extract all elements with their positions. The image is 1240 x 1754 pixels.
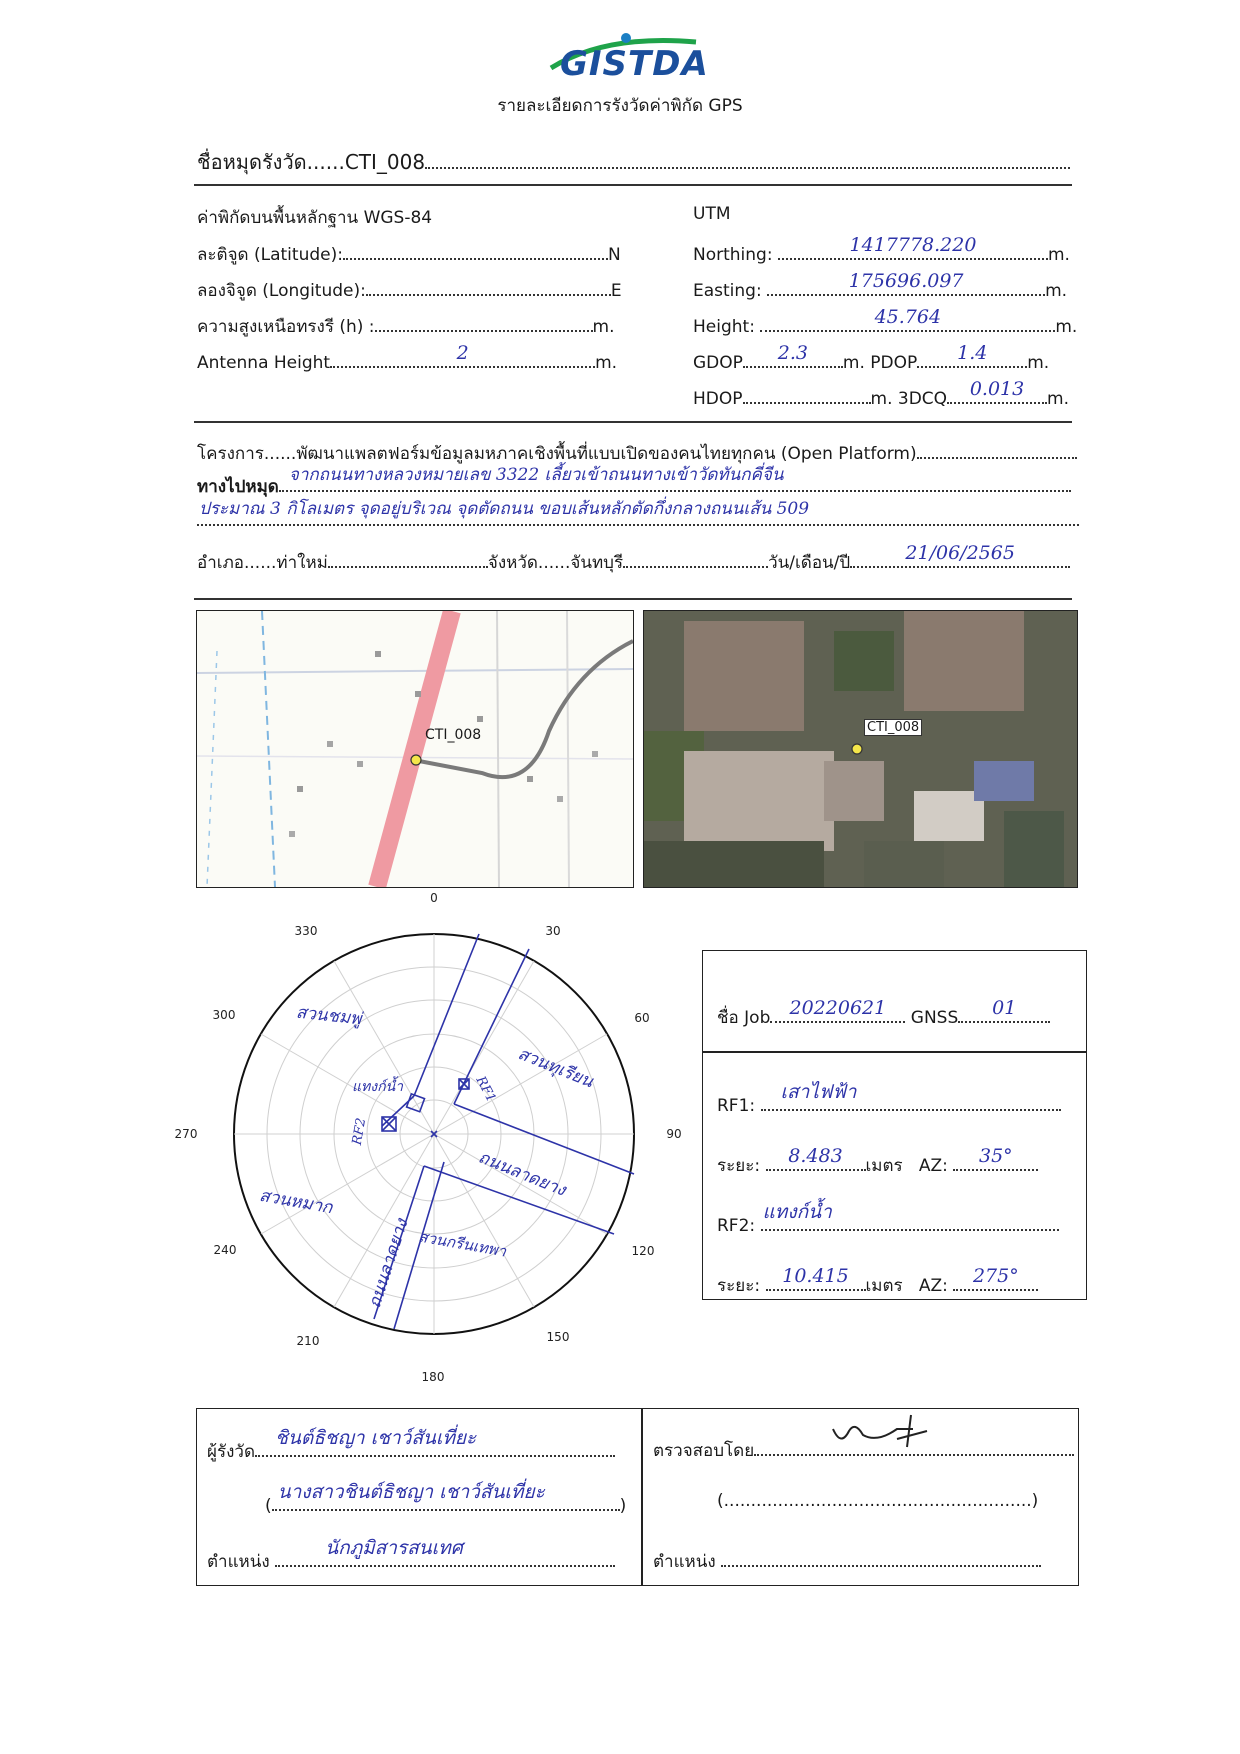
checker-signature xyxy=(827,1409,947,1449)
rf1-distance-row: ระยะ: 8.483 เมตร AZ: 35° xyxy=(717,1151,1038,1179)
hdop-3dcq-row: HDOP m. 3DCQ 0.013 m. xyxy=(693,378,1070,409)
satellite-texture xyxy=(644,611,1077,887)
azimuth-label: 240 xyxy=(213,1243,237,1257)
rf2-distance-row: ระยะ: 10.415 เมตร AZ: 275° xyxy=(717,1271,1038,1299)
signature-box xyxy=(196,1408,1079,1586)
surveyor-fullname-row: ( นางสาวชินต์ธิชญา เชาว์สันเที่ยะ ) xyxy=(265,1481,627,1516)
station-marker xyxy=(411,755,421,765)
page-subtitle: รายละเอียดการรังวัดค่าพิกัด GPS xyxy=(497,96,743,116)
azimuth-label: 0 xyxy=(430,891,438,905)
note-water-tank: แทงก์น้ำ xyxy=(352,1079,403,1095)
surveyor-position-row: ตำแหน่ง นักภูมิสารสนเทศ xyxy=(207,1547,615,1575)
azimuth-label: 120 xyxy=(631,1244,655,1258)
note-rf1: RF1 xyxy=(472,1074,499,1105)
route-row-1: ทางไปหมุด จากถนนทางหลวงหมายเลข 3322 เลี้ยวเข้าถนนทางเข้าวัดทันกคี่จีน xyxy=(197,472,1071,500)
project-value: พัฒนาแพลตฟอร์มข้อมูลมหภาคเชิงพื้นที่แบบเปิดของคนไทยทุกคน (Open Platform) xyxy=(296,444,917,464)
azimuth-label: 150 xyxy=(546,1330,570,1344)
route-row-2: ประมาณ 3 กิโลเมตร จุดอยู่บริเวณ จุดตัดถนน ขอบเส้นหลักตัดกึ่งกลางถนนเส้น 509 xyxy=(197,506,1079,531)
divider xyxy=(194,421,1072,423)
topographic-map xyxy=(196,610,634,888)
station-marker xyxy=(852,744,862,754)
sketch-lines xyxy=(374,934,634,1329)
note-garden-bottom-left: สวนหมาก xyxy=(257,1185,334,1219)
note-garden-top-right: สวนทุเรียน xyxy=(514,1043,596,1093)
divider xyxy=(194,598,1072,600)
station-label: ชื่อหมุดรังวัด...... xyxy=(197,150,345,174)
wgs-heading: ค่าพิกัดบนพื้นหลักฐาน WGS-84 xyxy=(197,208,433,228)
azimuth-label: 330 xyxy=(294,924,318,938)
azimuth-label: 270 xyxy=(174,1127,198,1141)
longitude-row: ลองจิจูด (Longitude): E xyxy=(197,276,622,304)
satellite-image xyxy=(643,610,1078,888)
note-rf2: RF2 xyxy=(349,1116,370,1147)
logo-text: GISTDA xyxy=(560,44,709,84)
surveyor-row: ผู้รังวัด ชินต์ธิชญา เชาว์สันเที่ยะ xyxy=(207,1437,615,1465)
checker-position-row: ตำแหน่ง xyxy=(653,1547,1041,1575)
satellite-station-label: CTI_008 xyxy=(864,719,922,736)
azimuth-label: 180 xyxy=(421,1370,445,1384)
station-row xyxy=(197,146,1070,178)
note-garden-bottom: สวนกรีนเทพา xyxy=(417,1227,508,1261)
job-info-box xyxy=(702,950,1087,1300)
project-row: โครงการ......พัฒนาแพลตฟอร์มข้อมูลมหภาคเชิงพื้นที่แบบเปิดของคนไทยทุกคน (Open Platform) xyxy=(197,440,1077,467)
note-road-right: ถนนลาดยาง xyxy=(475,1147,569,1201)
map-station-label: CTI_008 xyxy=(425,727,482,743)
utm-height-row: Height: 45.764 m. xyxy=(693,306,1078,337)
location-row: อำเภอ......ท่าใหม่ จังหวัด......จันทบุรี วัน/เดือน/ปี 21/06/2565 xyxy=(197,548,1070,576)
azimuth-label: 30 xyxy=(545,924,561,938)
station-name: CTI_008 xyxy=(344,150,426,174)
map-features xyxy=(197,611,633,887)
rf2-row: RF2: แทงก์น้ำ xyxy=(717,1211,1059,1236)
checker-name-row: (.........................................................) xyxy=(717,1491,1039,1511)
northing-row: Northing: 1417778.220 m. xyxy=(693,234,1070,265)
azimuth-label: 90 xyxy=(666,1127,682,1141)
rf1-row: RF1: เสาไฟฟ้า xyxy=(717,1091,1061,1116)
sky-plot-circles xyxy=(234,934,634,1334)
sky-plot xyxy=(186,894,686,1404)
azimuth-label: 210 xyxy=(296,1334,320,1348)
azimuth-label: 300 xyxy=(212,1008,236,1022)
divider xyxy=(194,184,1072,186)
note-road-bottom: ถนนลาดยาง xyxy=(364,1216,413,1311)
azimuth-label: 60 xyxy=(634,1011,650,1025)
ellipsoid-height-row: ความสูงเหนือทรงรี (h) : m. xyxy=(197,312,615,340)
checker-row: ตรวจสอบโดย xyxy=(653,1437,1074,1464)
latitude-row: ละติจูด (Latitude): N xyxy=(197,240,621,268)
note-garden-top-left: สวนชมพู่ xyxy=(295,1002,363,1030)
gdop-pdop-row: GDOP 2.3 m. PDOP 1.4 m. xyxy=(693,342,1050,373)
easting-row: Easting: 175696.097 m. xyxy=(693,270,1068,301)
job-row: ชื่อ Job 20220621 GNSS 01 xyxy=(717,1003,1050,1031)
utm-heading: UTM xyxy=(693,204,731,224)
antenna-height-row: Antenna Height 2 m. xyxy=(197,342,618,373)
